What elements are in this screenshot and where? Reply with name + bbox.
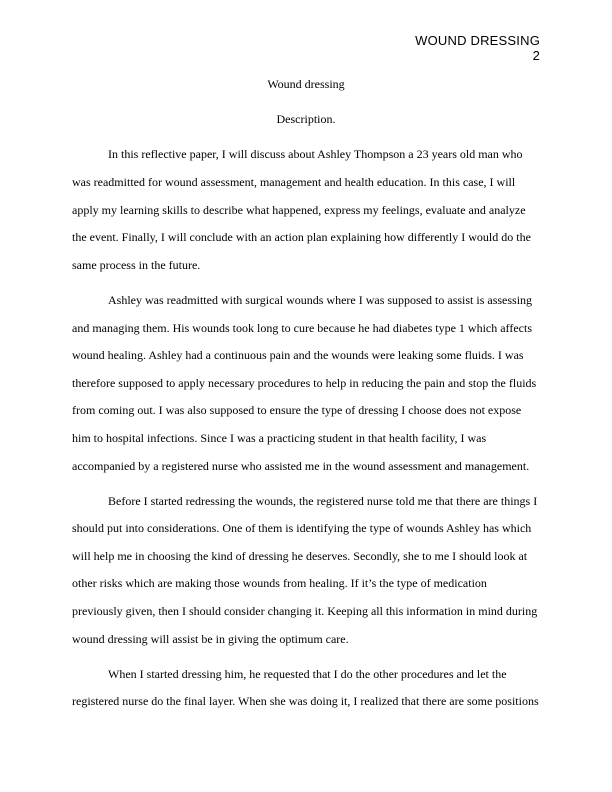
paragraph-line: the event. Finally, I will conclude with an action plan explaining how differently I would do the: [72, 230, 531, 245]
paragraph-line: Ashley was readmitted with surgical wounds where I was supposed to assist is assessing: [108, 292, 533, 307]
paragraph-line: other risks which are making those wounds from healing. If it’s the type of medication: [72, 576, 487, 591]
page-number: 2: [532, 48, 540, 63]
paragraph-line: Before I started redressing the wounds, the registered nurse told me that there are things I: [108, 493, 538, 508]
paragraph-line: will help me in choosing the kind of dressing he deserves. Secondly, she to me I should look at: [72, 548, 528, 563]
paragraph-4: [72, 661, 540, 716]
paragraph-line: wound dressing will assist be in giving the optimum care.: [72, 631, 349, 646]
paragraph-2: [72, 287, 540, 480]
paragraph-line: wound healing. Ashley had a continuous pain and the wounds were leaking some fluids. I was: [72, 348, 524, 363]
paragraph-line: apply my learning skills to describe what happened, express my feelings, evaluate and analyze: [72, 202, 526, 217]
paragraph-line: him to hospital infections. Since I was a practicing student in that health facility, I was: [72, 430, 487, 445]
paragraph-line: was readmitted for wound assessment, management and health education. In this case, I will: [72, 174, 516, 189]
paragraph-line: therefore supposed to apply necessary procedures to help in reducing the pain and stop the fluids: [72, 375, 537, 390]
running-head-title: WOUND DRESSING: [415, 33, 540, 48]
document-body: [72, 71, 540, 724]
section-heading: Description.: [276, 112, 336, 127]
paragraph-line: When I started dressing him, he requested that I do the other procedures and let the: [108, 666, 507, 681]
paragraph-line: should put into considerations. One of them is identifying the type of wounds Ashley has which: [72, 521, 532, 536]
paragraph-line: same process in the future.: [72, 257, 201, 272]
paragraph-line: from coming out. I was also supposed to ensure the type of dressing I choose does not expose: [72, 403, 522, 418]
paragraph-line: accompanied by a registered nurse who assisted me in the wound assessment and management.: [72, 458, 530, 473]
running-head: [415, 33, 540, 63]
paper-title: Wound dressing: [267, 77, 345, 91]
paragraph-line: In this reflective paper, I will discuss about Ashley Thompson a 23 years old man who: [108, 147, 523, 162]
paragraph-line: previously given, then I should consider changing it. Keeping all this information in mind during: [72, 604, 538, 619]
paragraph-1: [72, 141, 540, 279]
paragraph-3: [72, 488, 540, 654]
paragraph-line: and managing them. His wounds took long to cure because he had diabetes type 1 which affects: [72, 320, 532, 335]
paragraph-line: registered nurse do the final layer. When she was doing it, I realized that there are some positions: [72, 694, 539, 709]
